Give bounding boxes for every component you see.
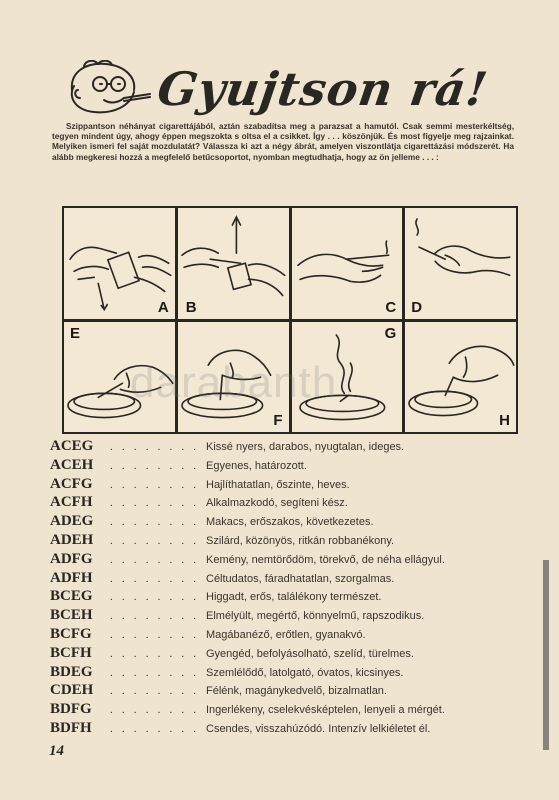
character-description: Kissé nyers, darabos, nyugtalan, ideges. <box>206 441 405 453</box>
dot-leader: . . . . . . . . <box>110 704 200 717</box>
result-row <box>50 494 520 513</box>
result-row <box>50 570 520 589</box>
letter-code: ACFH <box>50 494 93 511</box>
result-row <box>50 701 520 720</box>
character-description: Elmélyült, megértő, könnyelmű, rapszodikus. <box>206 610 425 623</box>
result-row <box>50 682 520 701</box>
header <box>60 58 510 118</box>
panel-d <box>405 208 516 319</box>
letter-code: CDEH <box>50 682 94 699</box>
watermark: darabanth <box>130 358 338 407</box>
page-number: 14 <box>49 743 64 759</box>
letter-code: BDFG <box>50 701 92 718</box>
dot-leader: . . . . . . . . <box>110 441 200 453</box>
character-description: Szemlélődő, latolgató, óvatos, kicsinyes. <box>206 666 404 679</box>
result-row <box>50 626 520 645</box>
smoker-face-icon <box>64 60 154 116</box>
dot-leader: . . . . . . . . <box>110 666 200 679</box>
panel-label-g: G <box>384 324 397 342</box>
panel-c <box>292 208 403 319</box>
page-edge-shadow <box>543 560 549 750</box>
result-row <box>50 588 520 607</box>
results-list <box>50 438 520 739</box>
dot-leader: . . . . . . . . <box>110 628 200 641</box>
dot-leader: . . . . . . . . <box>110 610 200 623</box>
letter-code: ADFH <box>50 569 93 586</box>
panel-label-a: A <box>157 298 169 316</box>
result-row <box>50 476 520 495</box>
character-description: Alkalmazkodó, segíteni kész. <box>206 497 348 510</box>
character-description: Egyenes, határozott. <box>206 459 307 472</box>
result-row <box>50 532 520 551</box>
dot-leader: . . . . . . . . <box>110 647 200 660</box>
character-description: Ingerlékeny, cselekvésképtelen, lenyeli a mérgét. <box>206 704 445 717</box>
letter-code: ADFG <box>50 550 93 567</box>
panel-label-h: H <box>499 412 510 429</box>
character-description: Magábanéző, erőtlen, gyanakvó. <box>206 628 366 641</box>
dot-leader: . . . . . . . . <box>110 497 200 510</box>
dot-leader: . . . . . . . . <box>110 459 200 472</box>
dot-leader: . . . . . . . . <box>110 685 200 698</box>
result-row <box>50 438 520 457</box>
dot-leader: . . . . . . . . <box>110 516 200 529</box>
letter-code: BDFH <box>50 719 92 736</box>
character-description: Félénk, magánykedvelő, bizalmatlan. <box>206 685 387 698</box>
letter-code: ADEG <box>50 513 94 530</box>
letter-code: ADEH <box>50 531 94 548</box>
dot-leader: . . . . . . . . <box>110 722 200 735</box>
result-row <box>50 720 520 739</box>
dot-leader: . . . . . . . . <box>110 534 200 547</box>
result-row <box>50 457 520 476</box>
panel-label-c: C <box>385 298 397 316</box>
panel-b <box>178 208 289 319</box>
panel-label-f: F <box>273 412 283 429</box>
panel-h <box>405 322 516 433</box>
dot-leader: . . . . . . . . <box>110 553 200 566</box>
letter-code: ACEH <box>50 456 94 473</box>
result-row <box>50 607 520 626</box>
result-row <box>50 664 520 683</box>
result-row <box>50 551 520 570</box>
letter-code: ACEG <box>50 438 94 454</box>
character-description: Szilárd, közönyös, ritkán robbanékony. <box>206 534 395 547</box>
intro-paragraph: Szippantson néhányat cigarettájából, aztán szabadítsa meg a parazsat a hamutól. Csak semmi mesterkéltség, tegyen mindent úgy, ahogy éppen megszokta s oltsa el a csikket. Így . . . köszönjük. És most figyelje meg rajzainkat. Melyiken ismeri fel saját mozdulatát? Válassza ki azt a négy ábrát, amelyen viszontlátja cigarettázási módszerét. Ha alább megkeresi hozzá a megfelelő betűcsoportot, nyomban megtudhatja, hogy az ön jelleme . . . : <box>52 121 514 162</box>
result-row <box>50 645 520 664</box>
page-title: Gyujtson rá! <box>154 62 492 116</box>
character-description: Csendes, visszahúzódó. Intenzív lelkiéletet él. <box>206 722 431 735</box>
panel-a <box>64 208 175 319</box>
character-description: Makacs, erőszakos, következetes. <box>206 516 374 529</box>
panel-label-e: E <box>70 324 81 342</box>
character-description: Higgadt, erős, találékony természet. <box>206 591 382 604</box>
dot-leader: . . . . . . . . <box>110 591 200 604</box>
dot-leader: . . . . . . . . <box>110 478 200 491</box>
letter-code: ACFG <box>50 475 93 492</box>
character-description: Céltudatos, fáradhatatlan, szorgalmas. <box>206 572 395 585</box>
letter-code: BCFG <box>50 625 92 642</box>
letter-code: BCFH <box>50 644 92 661</box>
panel-label-d: D <box>411 298 423 316</box>
result-row <box>50 513 520 532</box>
letter-code: BCEG <box>50 588 93 605</box>
letter-code: BCEH <box>50 607 93 624</box>
character-description: Gyengéd, befolyásolható, szelíd, türelmes. <box>206 647 414 660</box>
panel-label-b: B <box>185 298 197 316</box>
character-description: Kemény, nemtörődöm, törekvő, de néha ellágyul. <box>206 553 445 566</box>
dot-leader: . . . . . . . . <box>110 572 200 585</box>
character-description: Hajlíthatatlan, őszinte, heves. <box>206 478 350 491</box>
letter-code: BDEG <box>50 663 93 680</box>
